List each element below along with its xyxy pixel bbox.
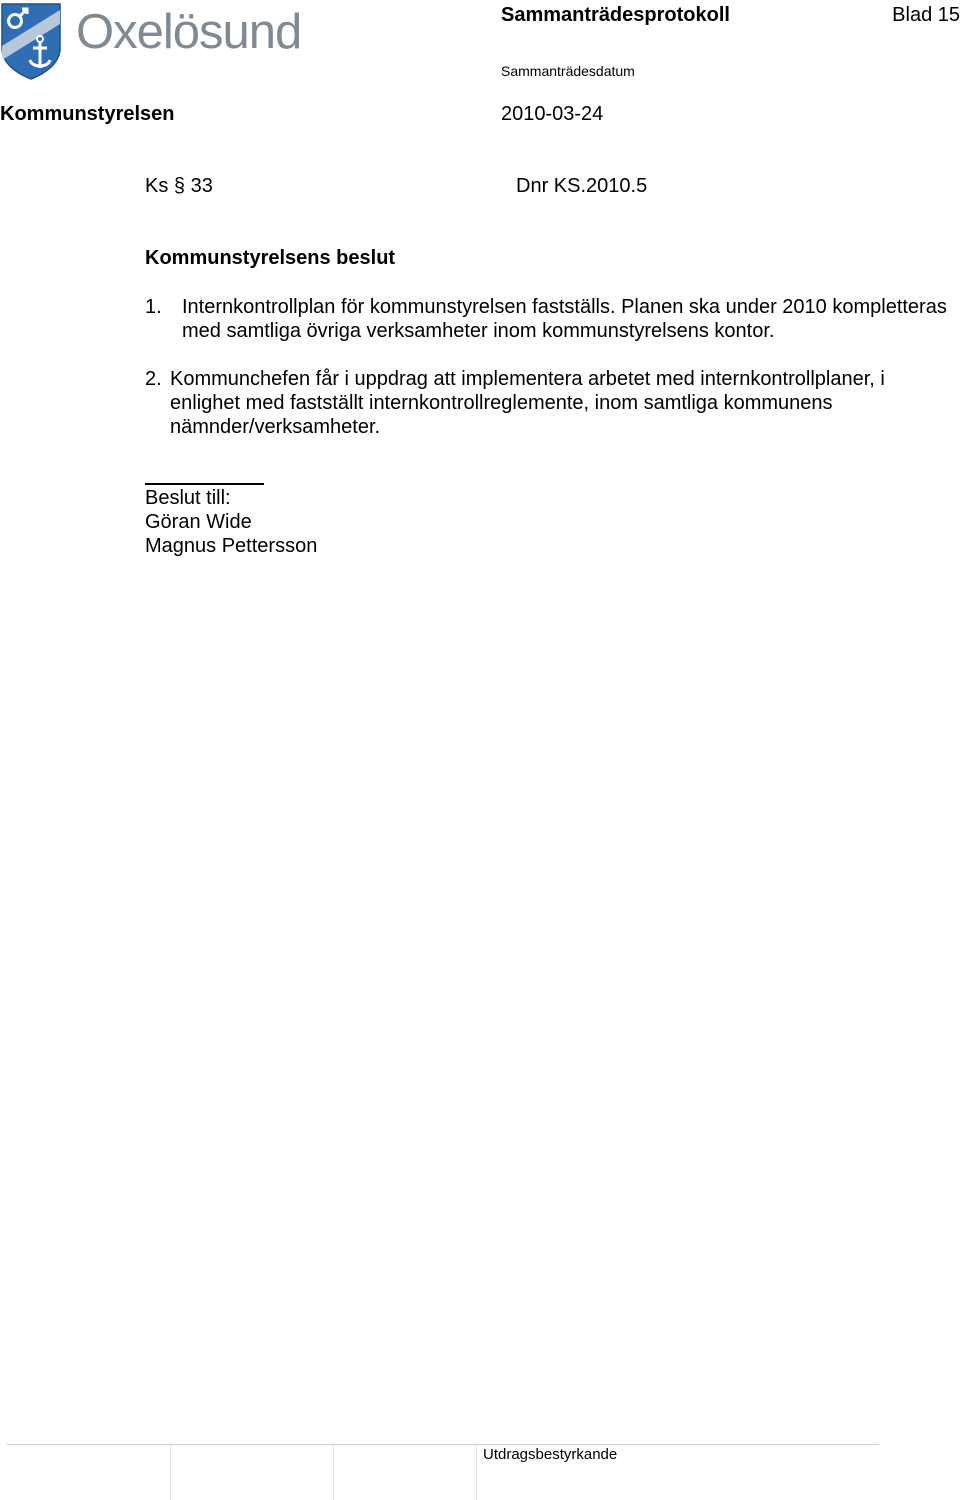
coat-of-arms-icon	[0, 2, 62, 80]
signature-box-divider	[476, 1445, 477, 1500]
footer-divider	[7, 1444, 879, 1445]
distribution-label: Beslut till:	[145, 487, 231, 509]
decision-item-number: 1.	[145, 296, 162, 318]
logo-wordmark: Oxelösund	[76, 5, 302, 59]
certification-label: Utdragsbestyrkande	[483, 1446, 618, 1463]
meeting-date: 2010-03-24	[501, 103, 604, 125]
document-type: Sammanträdesprotokoll	[501, 4, 730, 26]
paragraph-number: Ks § 33	[145, 175, 213, 197]
decision-item-text: Kommunchefen får i uppdrag att implementera arbetet med internkontrollplaner, i enlighet med fastställt internkontrollreglemente, inom samtliga kommunens nämnder/verksamheter.	[170, 368, 885, 438]
registration-number: Dnr KS.2010.5	[516, 175, 648, 197]
meeting-date-label: Sammanträdesdatum	[501, 63, 635, 79]
signature-box-divider	[333, 1445, 334, 1500]
decision-heading: Kommunstyrelsens beslut	[145, 247, 396, 269]
distribution-divider	[145, 483, 264, 485]
decision-item-number: 2.	[145, 368, 162, 390]
organ-name: Kommunstyrelsen	[0, 103, 175, 125]
signature-box-divider	[170, 1445, 171, 1500]
decision-item-text: Internkontrollplan för kommunstyrelsen fastställs. Planen ska under 2010 kompletteras med samtliga övriga verksamheter inom kommunstyrelsens kontor.	[182, 296, 947, 342]
sheet-number: Blad 15	[892, 4, 960, 26]
recipient: Magnus Pettersson	[145, 535, 318, 557]
recipient: Göran Wide	[145, 511, 252, 533]
